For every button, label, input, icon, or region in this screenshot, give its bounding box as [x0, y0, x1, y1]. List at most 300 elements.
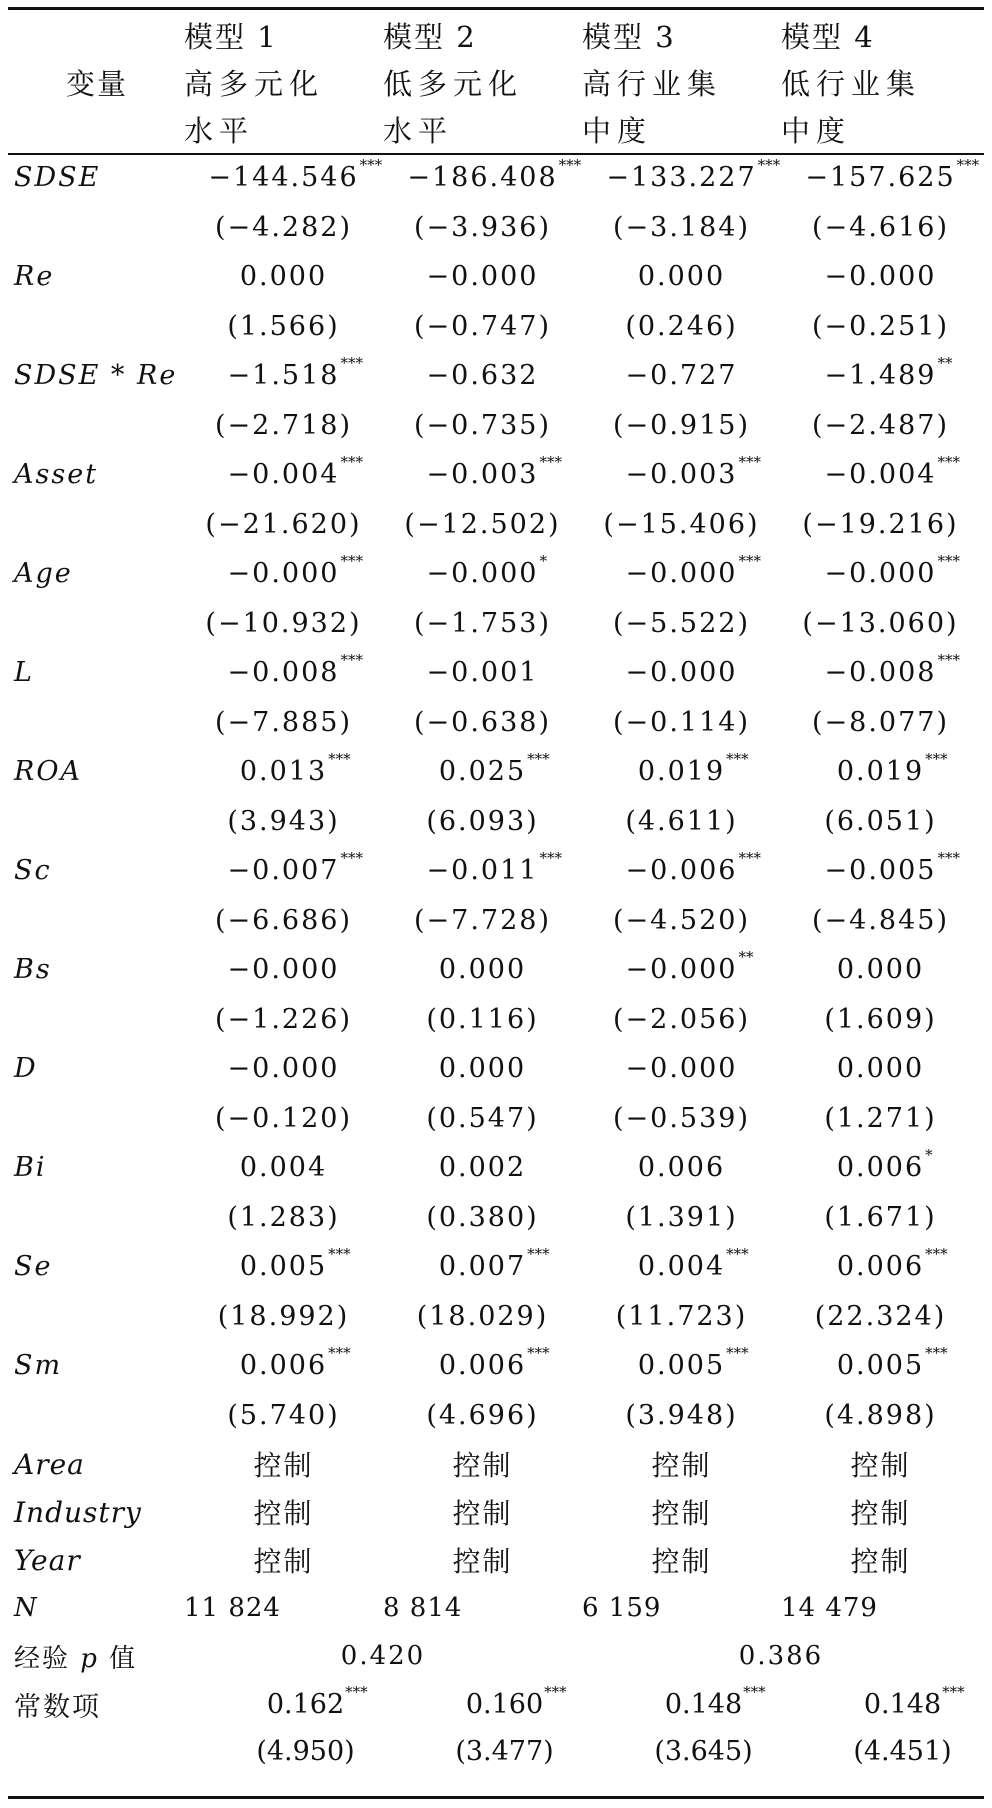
coefficient-cell — [383, 351, 582, 401]
coef-value: 0.000 — [637, 261, 726, 293]
control-variable-name: Area — [14, 1447, 85, 1481]
t-value: (11.723) — [615, 1300, 748, 1332]
coef-value: −0.000 — [625, 1053, 738, 1085]
t-statistic — [781, 698, 980, 748]
variable-column-header: 变量 — [66, 67, 129, 101]
significance-stars: *** — [340, 849, 363, 868]
t-statistic — [184, 599, 383, 649]
t-value-wrap — [455, 1736, 553, 1767]
significance-stars: *** — [328, 1245, 351, 1264]
t-value-wrap — [812, 905, 949, 936]
t-value: (−4.282) — [215, 211, 352, 243]
significance-stars: *** — [340, 552, 363, 571]
coef-value-wrap — [227, 453, 363, 491]
coefficient-cell — [383, 153, 582, 203]
t-statistic — [184, 1094, 383, 1144]
t-statistic — [582, 797, 781, 847]
coef-value-wrap — [439, 1152, 526, 1183]
coefficient-cell — [184, 450, 383, 500]
coefficient-cell — [582, 1044, 781, 1094]
significance-stars: *** — [340, 354, 363, 373]
t-value-wrap — [613, 905, 750, 936]
coef-value-wrap — [228, 954, 340, 985]
t-statistic — [383, 302, 582, 352]
coefficient-cell — [781, 648, 980, 698]
t-statistic — [582, 500, 781, 550]
t-value: (−2.056) — [613, 1003, 750, 1035]
t-value-wrap — [215, 707, 352, 738]
t-value-wrap — [215, 905, 352, 936]
coef-value: −0.004 — [227, 459, 340, 491]
t-statistic-row — [14, 401, 980, 451]
coef-value-wrap — [637, 1245, 749, 1283]
observations-row — [14, 1584, 980, 1632]
t-statistic — [383, 1094, 582, 1144]
significance-stars: *** — [937, 453, 960, 472]
t-value-wrap — [414, 212, 551, 243]
t-statistic — [383, 698, 582, 748]
coef-value: −186.408 — [407, 162, 558, 194]
control-indicator: 控制 — [253, 1497, 314, 1530]
model-3-desc-line1: 高行业集 — [582, 67, 723, 101]
t-value: (−4.845) — [812, 904, 949, 936]
empirical-p-value: 0.386 — [738, 1641, 824, 1671]
t-statistic — [582, 203, 781, 253]
t-statistic-row — [14, 1391, 980, 1441]
coef-value-wrap — [438, 1245, 550, 1283]
t-value-wrap — [625, 1202, 737, 1233]
coef-value-wrap — [637, 750, 749, 788]
significance-stars: *** — [544, 1682, 567, 1701]
blank-cell — [14, 1728, 184, 1774]
coef-value-wrap — [626, 360, 738, 391]
t-statistic — [781, 995, 980, 1045]
coef-value-wrap — [824, 552, 960, 590]
significance-stars: ** — [738, 948, 754, 967]
t-value: (−4.520) — [613, 904, 750, 936]
t-value-wrap — [603, 509, 759, 540]
coef-value: 0.000 — [239, 261, 328, 293]
blank-cell — [14, 203, 184, 253]
significance-stars: *** — [925, 1344, 948, 1363]
significance-stars: *** — [340, 651, 363, 670]
significance-stars: *** — [328, 750, 351, 769]
t-value-wrap — [625, 806, 737, 837]
coef-value-wrap — [228, 1053, 340, 1084]
coefficient-row — [14, 351, 980, 401]
coef-value: −133.227 — [606, 162, 757, 194]
t-value-wrap — [215, 212, 352, 243]
t-value: (−0.120) — [215, 1102, 352, 1134]
observations-count: 6 159 — [582, 1593, 662, 1623]
t-value-wrap — [812, 707, 949, 738]
t-statistic-row — [14, 797, 980, 847]
coefficient-cell — [184, 1143, 383, 1193]
coefficient-cell — [383, 846, 582, 896]
header-blank — [14, 12, 184, 59]
coef-value-wrap — [240, 1152, 327, 1183]
variable-name: Se — [14, 1251, 53, 1283]
t-value: (−15.406) — [603, 508, 760, 540]
blank-cell — [14, 599, 184, 649]
coef-value-wrap — [863, 1682, 965, 1720]
coefficient-cell — [184, 846, 383, 896]
coef-value: −157.625 — [805, 162, 956, 194]
coef-value: 0.148 — [664, 1688, 743, 1720]
coef-value: −0.000 — [426, 558, 539, 590]
blank-cell — [14, 995, 184, 1045]
model-4-name: 模型 4 — [781, 20, 875, 54]
coefficient-cell — [781, 252, 980, 302]
t-statistic — [184, 1391, 383, 1441]
t-statistic — [184, 896, 383, 946]
t-value: (−2.487) — [812, 409, 949, 441]
t-statistic — [781, 1728, 980, 1774]
t-value-wrap — [613, 608, 750, 639]
coef-value: 0.148 — [863, 1688, 942, 1720]
coef-value-wrap — [427, 657, 539, 688]
coef-value-wrap — [837, 1053, 924, 1084]
t-statistic — [383, 500, 582, 550]
coef-value: −0.003 — [426, 459, 539, 491]
variable-name: Bi — [14, 1152, 47, 1184]
t-statistic — [781, 1094, 980, 1144]
observations-count: 14 479 — [781, 1593, 878, 1623]
coefficient-row — [14, 747, 980, 797]
coef-value-wrap — [239, 1245, 351, 1283]
coefficient-row — [14, 450, 980, 500]
t-value: (−0.735) — [414, 409, 551, 441]
coef-value-wrap — [427, 360, 539, 391]
significance-stars: *** — [743, 1682, 766, 1701]
t-statistic-row — [14, 500, 980, 550]
coef-value-wrap — [836, 1146, 933, 1184]
coefficient-cell — [582, 945, 781, 995]
coef-value: 0.007 — [438, 1251, 527, 1283]
model-2-desc-line1: 低多元化 — [383, 67, 524, 101]
t-statistic — [582, 896, 781, 946]
model-3-name: 模型 3 — [582, 20, 676, 54]
coef-value-wrap — [438, 750, 550, 788]
variable-name: SDSE * Re — [14, 360, 178, 392]
control-indicator: 控制 — [850, 1497, 911, 1530]
variable-name: D — [14, 1053, 38, 1085]
coef-value: −144.546 — [208, 162, 359, 194]
bottom-rule — [8, 1796, 984, 1799]
t-statistic — [781, 500, 980, 550]
coef-value: −0.000 — [227, 558, 340, 590]
coef-value-wrap — [825, 261, 937, 292]
t-value-wrap — [613, 707, 750, 738]
t-value: (1.271) — [824, 1102, 937, 1134]
t-value: (−19.216) — [802, 508, 959, 540]
significance-stars: *** — [345, 1682, 368, 1701]
t-statistic-row — [14, 302, 980, 352]
t-value: (4.451) — [853, 1735, 952, 1767]
coefficient-cell — [383, 450, 582, 500]
coef-value-wrap — [208, 156, 383, 194]
t-value: (1.609) — [824, 1003, 937, 1035]
t-value-wrap — [426, 1202, 538, 1233]
coefficient-cell — [383, 945, 582, 995]
significance-stars: ** — [937, 354, 953, 373]
coef-value-wrap — [824, 453, 960, 491]
top-rule — [8, 7, 984, 10]
coef-value-wrap — [805, 156, 980, 194]
coef-value-wrap — [626, 1053, 738, 1084]
coefficient-cell — [383, 1341, 582, 1391]
t-statistic — [184, 995, 383, 1045]
coefficient-cell — [781, 945, 980, 995]
t-statistic — [383, 896, 582, 946]
t-value-wrap — [613, 410, 750, 441]
constant-coefficient — [582, 1680, 781, 1728]
coef-value: −0.000 — [426, 261, 539, 293]
t-statistic — [383, 1728, 582, 1774]
coefficient-cell — [781, 549, 980, 599]
coef-value: 0.005 — [637, 1350, 726, 1382]
blank-cell — [14, 698, 184, 748]
coefficient-row — [14, 549, 980, 599]
coef-value-wrap — [240, 261, 327, 292]
t-statistic-row — [14, 1094, 980, 1144]
t-statistic — [582, 1391, 781, 1441]
t-value-wrap — [426, 1400, 538, 1431]
t-statistic-row — [14, 203, 980, 253]
variable-name: Sc — [14, 855, 52, 887]
t-value: (−10.932) — [205, 607, 362, 639]
t-value-wrap — [613, 1004, 750, 1035]
control-indicator: 控制 — [651, 1449, 712, 1482]
coef-value: −0.003 — [625, 459, 738, 491]
coef-value: 0.004 — [637, 1251, 726, 1283]
t-value-wrap — [613, 212, 750, 243]
coef-value: 0.000 — [836, 1053, 925, 1085]
coefficient-row — [14, 648, 980, 698]
t-statistic — [184, 500, 383, 550]
coefficient-cell — [184, 153, 383, 203]
model-2-name: 模型 2 — [383, 20, 477, 54]
model-1-desc-line2: 水平 — [184, 114, 255, 148]
coefficient-cell — [383, 252, 582, 302]
coef-value: 0.005 — [239, 1251, 328, 1283]
t-value: (−2.718) — [215, 409, 352, 441]
header-blank-2 — [14, 106, 184, 153]
t-value-wrap — [426, 806, 538, 837]
coefficient-cell — [383, 1143, 582, 1193]
t-statistic — [383, 401, 582, 451]
significance-stars: *** — [558, 156, 582, 175]
t-value-wrap — [205, 509, 361, 540]
t-statistic — [184, 1292, 383, 1342]
coefficient-cell — [582, 1143, 781, 1193]
coef-value: 0.013 — [239, 756, 328, 788]
coefficient-cell — [781, 351, 980, 401]
coef-value-wrap — [824, 849, 960, 887]
empirical-p-row — [14, 1632, 980, 1680]
blank-cell — [14, 1391, 184, 1441]
significance-stars: *** — [937, 552, 960, 571]
blank-cell — [14, 302, 184, 352]
coef-value: −0.011 — [426, 855, 539, 887]
significance-stars: *** — [726, 750, 749, 769]
variable-name: Sm — [14, 1350, 63, 1382]
coef-value: 0.025 — [438, 756, 527, 788]
control-variable-name: Year — [14, 1543, 81, 1577]
coef-value-wrap — [625, 849, 761, 887]
significance-stars: *** — [539, 453, 562, 472]
t-statistic — [383, 203, 582, 253]
t-value: (−0.539) — [613, 1102, 750, 1134]
coefficient-cell — [582, 1242, 781, 1292]
significance-stars: *** — [527, 1245, 550, 1264]
coef-value-wrap — [426, 849, 562, 887]
observations-count: 8 814 — [383, 1593, 463, 1623]
constant-t-row — [14, 1728, 980, 1774]
t-statistic-row — [14, 599, 980, 649]
t-value: (1.391) — [625, 1201, 738, 1233]
coef-value: −1.489 — [824, 360, 937, 392]
coef-value: 0.160 — [465, 1688, 544, 1720]
t-value: (1.283) — [227, 1201, 340, 1233]
coef-value: −0.000 — [227, 1053, 340, 1085]
coef-value-wrap — [637, 1344, 749, 1382]
coefficient-cell — [184, 351, 383, 401]
coef-value: −0.004 — [824, 459, 937, 491]
t-value: (−3.184) — [613, 211, 750, 243]
coef-value: −0.000 — [824, 261, 937, 293]
t-value: (−0.251) — [812, 310, 949, 342]
significance-stars: *** — [527, 1344, 550, 1363]
control-indicator: 控制 — [253, 1449, 314, 1482]
model-4-desc-line2: 中度 — [781, 114, 852, 148]
coef-value-wrap — [427, 261, 539, 292]
coef-value-wrap — [239, 750, 351, 788]
coef-value: −0.000 — [625, 954, 738, 986]
t-value-wrap — [256, 1736, 354, 1767]
t-statistic — [781, 203, 980, 253]
blank-cell — [14, 1094, 184, 1144]
coef-value: 0.000 — [438, 954, 527, 986]
coef-value-wrap — [227, 552, 363, 590]
coef-value: −0.000 — [625, 558, 738, 590]
coefficient-row — [14, 846, 980, 896]
coef-value: 0.006 — [239, 1350, 328, 1382]
coefficient-cell — [184, 945, 383, 995]
coef-value-wrap — [227, 354, 363, 392]
t-value: (−13.060) — [802, 607, 959, 639]
t-value: (5.740) — [227, 1399, 340, 1431]
t-value: (1.566) — [227, 310, 340, 342]
t-value-wrap — [414, 707, 551, 738]
coefficient-cell — [582, 450, 781, 500]
t-statistic — [582, 698, 781, 748]
coefficient-row — [14, 1242, 980, 1292]
coefficient-cell — [582, 549, 781, 599]
significance-stars: *** — [942, 1682, 965, 1701]
t-statistic-row — [14, 995, 980, 1045]
coefficient-cell — [383, 1242, 582, 1292]
coefficient-cell — [184, 747, 383, 797]
coef-value-wrap — [439, 954, 526, 985]
t-value: (−7.728) — [414, 904, 551, 936]
significance-stars: *** — [539, 849, 562, 868]
p-label-symbol: p — [80, 1643, 99, 1674]
t-value: (0.116) — [426, 1003, 539, 1035]
control-indicator: 控制 — [452, 1497, 513, 1530]
t-value-wrap — [227, 1202, 339, 1233]
t-statistic — [781, 1391, 980, 1441]
coef-value-wrap — [266, 1682, 368, 1720]
t-statistic-row — [14, 896, 980, 946]
constant-coefficient — [383, 1680, 582, 1728]
t-statistic — [582, 1094, 781, 1144]
t-value: (−8.077) — [812, 706, 949, 738]
control-indicator: 控制 — [651, 1497, 712, 1530]
coefficient-cell — [383, 648, 582, 698]
t-statistic — [383, 1292, 582, 1342]
t-statistic — [582, 995, 781, 1045]
coefficient-cell — [184, 549, 383, 599]
coefficient-row — [14, 153, 980, 203]
coef-value-wrap — [426, 453, 562, 491]
coef-value: 0.005 — [836, 1350, 925, 1382]
coef-value-wrap — [836, 1245, 948, 1283]
coefficient-cell — [781, 1341, 980, 1391]
constant-label: 常数项 — [14, 1691, 101, 1723]
coef-value-wrap — [227, 849, 363, 887]
observations-count: 11 824 — [184, 1593, 281, 1623]
t-value-wrap — [812, 410, 949, 441]
control-indicator: 控制 — [452, 1449, 513, 1482]
coef-value-wrap — [625, 552, 761, 590]
t-value-wrap — [215, 1004, 352, 1035]
table-body — [14, 153, 980, 1774]
significance-stars: *** — [937, 651, 960, 670]
coef-value: 0.006 — [836, 1152, 925, 1184]
coef-value-wrap — [625, 453, 761, 491]
coefficient-cell — [184, 648, 383, 698]
t-statistic — [582, 599, 781, 649]
coef-value: 0.006 — [438, 1350, 527, 1382]
coefficient-cell — [781, 450, 980, 500]
coefficient-cell — [184, 1044, 383, 1094]
coefficient-cell — [781, 1242, 980, 1292]
coefficient-cell — [184, 1242, 383, 1292]
t-value: (3.943) — [227, 805, 340, 837]
variable-name: Re — [14, 261, 55, 293]
significance-stars: * — [539, 552, 547, 571]
t-value-wrap — [625, 1400, 737, 1431]
t-statistic — [582, 1292, 781, 1342]
t-value-wrap — [802, 509, 958, 540]
header-row-desc-2 — [14, 106, 980, 153]
t-value-wrap — [853, 1736, 951, 1767]
model-1-name: 模型 1 — [184, 20, 278, 54]
model-2-desc-line2: 水平 — [383, 114, 454, 148]
t-value-wrap — [426, 1103, 538, 1134]
coef-value: 0.019 — [637, 756, 726, 788]
significance-stars: *** — [738, 849, 761, 868]
coefficient-cell — [781, 1143, 980, 1193]
significance-stars: *** — [925, 750, 948, 769]
t-value: (0.246) — [625, 310, 738, 342]
t-value-wrap — [616, 1301, 748, 1332]
t-value: (6.093) — [426, 805, 539, 837]
control-indicator: 控制 — [452, 1545, 513, 1578]
t-statistic-row — [14, 1292, 980, 1342]
blank-cell — [14, 500, 184, 550]
